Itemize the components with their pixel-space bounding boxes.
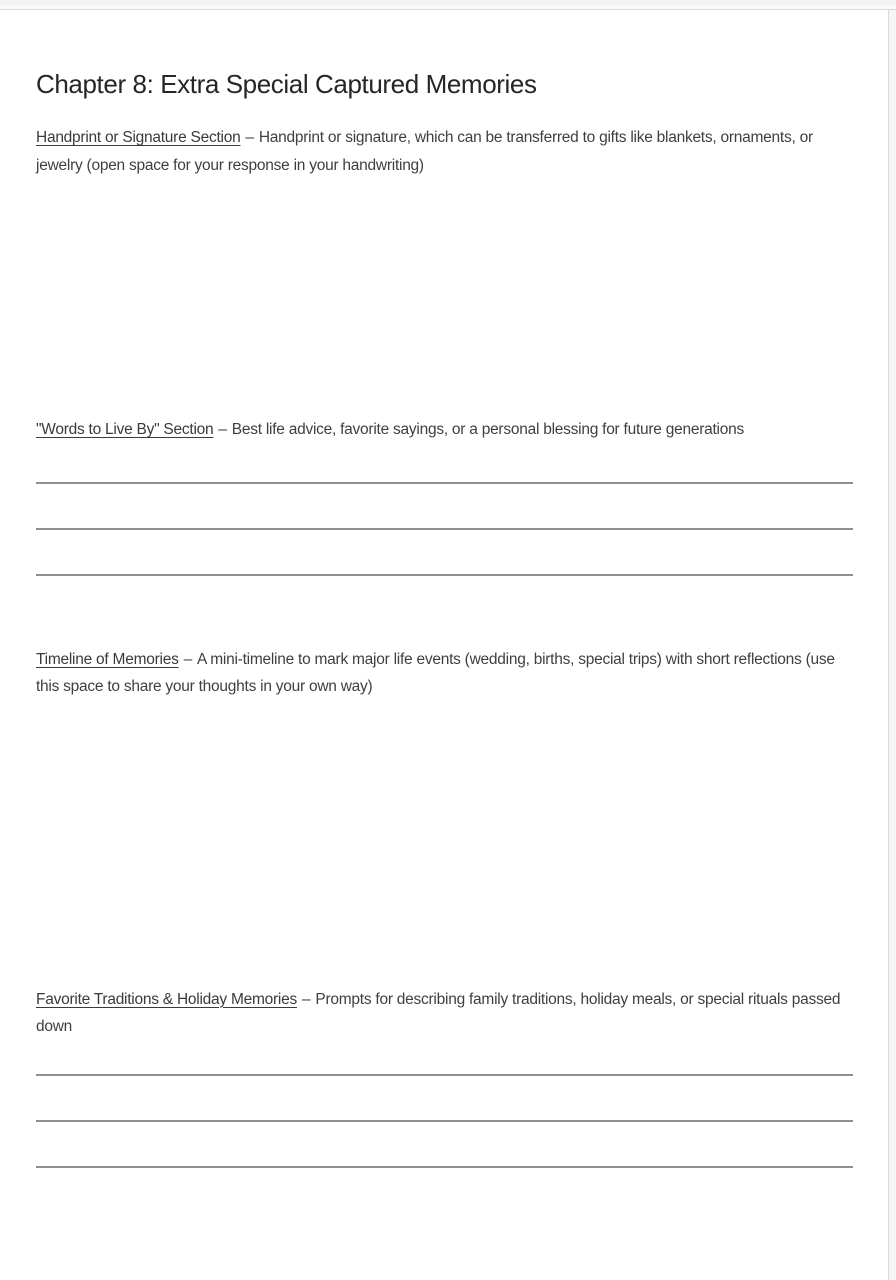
section-timeline-of-memories bbox=[36, 646, 852, 986]
writing-lines-group bbox=[36, 1041, 853, 1168]
section-heading: Timeline of Memories bbox=[36, 650, 179, 668]
section-paragraph bbox=[36, 416, 852, 444]
section-handprint-signature bbox=[36, 124, 852, 416]
heading-dash: – bbox=[302, 990, 311, 1008]
section-description: Best life advice, favorite sayings, or a personal blessing for future generations bbox=[231, 421, 744, 438]
section-description: Handprint or signature, which can be transferred to gifts like blankets, ornaments, or jewelry (open space for your response in your handwriting) bbox=[36, 129, 813, 174]
heading-dash: – bbox=[245, 129, 254, 146]
section-paragraph bbox=[36, 124, 852, 179]
writing-line bbox=[36, 1076, 853, 1122]
writing-line bbox=[36, 1122, 853, 1168]
writing-line bbox=[36, 444, 853, 484]
viewer-top-edge bbox=[0, 0, 896, 10]
heading-dash: – bbox=[183, 650, 192, 668]
section-description: A mini-timeline to mark major life events (wedding, births, special trips) with short reflections (use this space to share your thoughts in your own way) bbox=[36, 650, 835, 695]
document-page bbox=[0, 11, 888, 1280]
writing-line bbox=[36, 1041, 853, 1076]
writing-line bbox=[36, 484, 853, 530]
section-heading: "Words to Live By" Section bbox=[36, 421, 214, 438]
section-heading: Favorite Traditions & Holiday Memories bbox=[36, 990, 297, 1008]
section-paragraph bbox=[36, 986, 852, 1041]
heading-dash: – bbox=[218, 421, 227, 438]
section-words-to-live-by bbox=[36, 416, 852, 576]
writing-lines-group bbox=[36, 444, 853, 576]
section-favorite-traditions bbox=[36, 986, 852, 1168]
section-description: Prompts for describing family traditions, holiday meals, or special rituals passed down bbox=[36, 990, 841, 1035]
chapter-title: Chapter 8: Extra Special Captured Memories bbox=[36, 69, 537, 99]
section-heading: Handprint or Signature Section bbox=[36, 129, 241, 146]
writing-line bbox=[36, 530, 853, 576]
handwriting-open-space bbox=[36, 179, 852, 416]
page-right-gutter bbox=[888, 10, 896, 1280]
timeline-open-space bbox=[36, 701, 852, 986]
section-paragraph bbox=[36, 646, 852, 701]
